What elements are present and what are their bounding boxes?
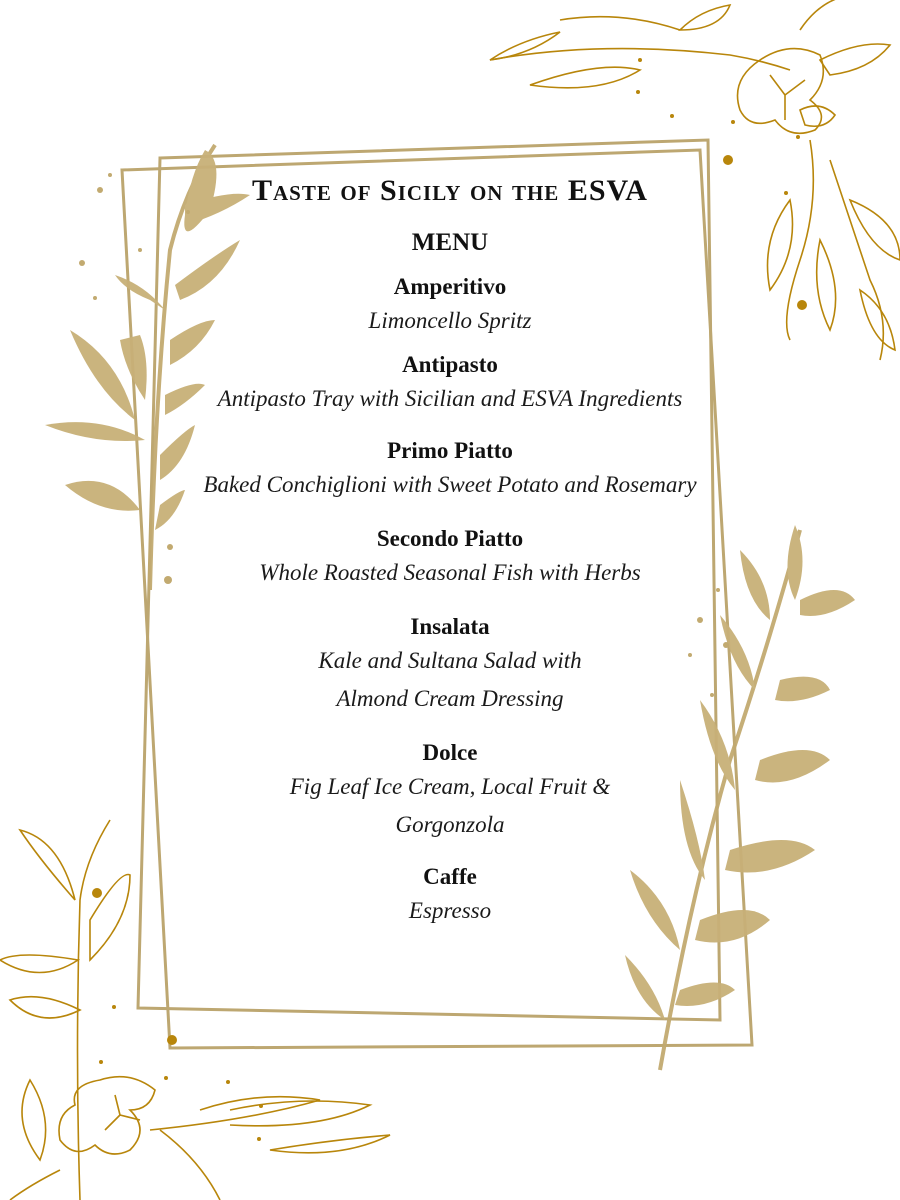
course-antipasto xyxy=(180,350,720,418)
course-description: Kale and Sultana Salad with xyxy=(318,648,582,673)
course-name: Antipasto xyxy=(402,352,498,377)
course-name: Caffe xyxy=(423,864,477,889)
course-primo-piatto xyxy=(180,436,720,504)
course-description: Gorgonzola xyxy=(395,812,505,837)
course-secondo-piatto xyxy=(180,524,720,592)
course-name: Insalata xyxy=(410,614,490,639)
course-insalata xyxy=(180,612,720,718)
course-dolce xyxy=(180,738,720,844)
course-description: Whole Roasted Seasonal Fish with Herbs xyxy=(259,560,641,585)
menu-heading: MENU xyxy=(411,229,489,256)
course-caffe xyxy=(180,862,720,930)
course-description: Limoncello Spritz xyxy=(368,308,532,333)
gold-dot xyxy=(723,155,733,165)
gold-dot xyxy=(167,1035,177,1045)
course-amperitivo xyxy=(180,272,720,340)
event-title: Taste of Sicily on the ESVA xyxy=(252,174,648,207)
course-description: Fig Leaf Ice Cream, Local Fruit & xyxy=(289,774,611,799)
course-description: Antipasto Tray with Sicilian and ESVA Ingredients xyxy=(217,386,683,411)
gold-dot xyxy=(92,888,102,898)
gold-dot xyxy=(797,300,807,310)
course-name: Dolce xyxy=(422,740,478,765)
menu-card xyxy=(180,168,720,930)
course-description: Espresso xyxy=(408,898,492,923)
course-name: Secondo Piatto xyxy=(376,526,524,551)
course-description: Almond Cream Dressing xyxy=(336,686,564,711)
course-name: Amperitivo xyxy=(393,274,507,299)
course-name: Primo Piatto xyxy=(387,438,513,463)
course-description: Baked Conchiglioni with Sweet Potato and Rosemary xyxy=(203,472,697,497)
